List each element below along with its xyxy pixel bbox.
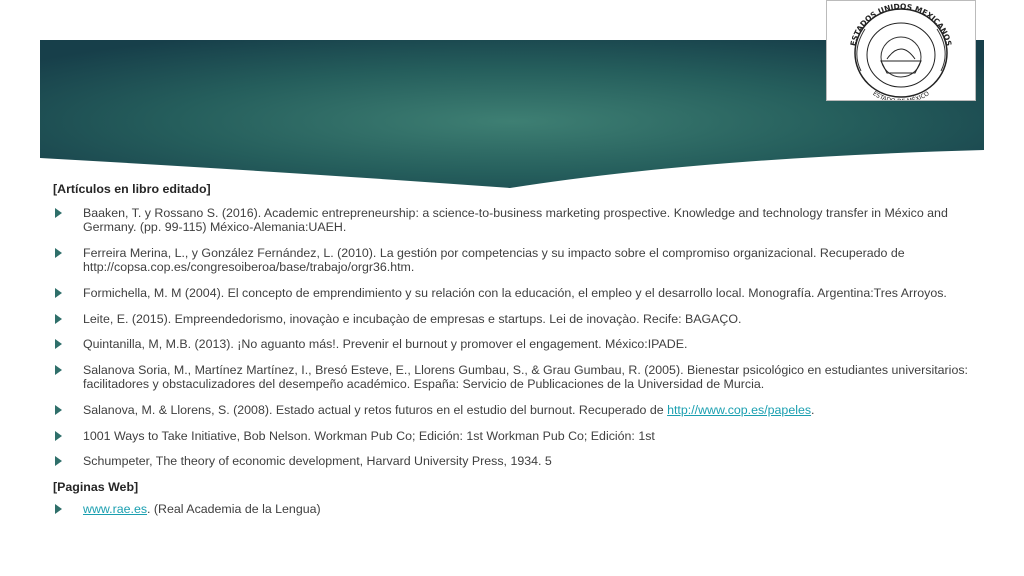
reference-item — [53, 429, 993, 444]
bullet-arrow-icon — [55, 339, 62, 349]
reference-text: Formichella, M. M (2004). El concepto de emprendimiento y su relación con la educación, el empleo y el desarrollo local. Monografía. Argentina:Tres Arroyos. — [83, 285, 947, 300]
bullet-arrow-icon — [55, 504, 62, 514]
reference-item — [53, 454, 993, 469]
university-seal-logo — [826, 0, 976, 101]
bullet-arrow-icon — [55, 248, 62, 258]
bullet-arrow-icon — [55, 288, 62, 298]
reference-item — [53, 206, 993, 235]
reference-link[interactable]: http://www.cop.es/papeles — [667, 402, 812, 417]
reference-text: Leite, E. (2015). Empreendedorismo, inovaçào e incubaçào de empresas e startups. Lei de inovaçào. Recife: BAGAÇO. — [83, 311, 742, 326]
svg-text:ESTADO DE MÉXICO: ESTA XICO — [871, 90, 931, 100]
bullet-arrow-icon — [55, 208, 62, 218]
bullet-arrow-icon — [55, 431, 62, 441]
reference-suffix: . — [811, 402, 815, 417]
svg-text:ESTADOS UNIDOS MEXICANOS: ESTADOS UNIDOS MEXICANOS — [848, 1, 954, 47]
reference-text: Quintanilla, M, M.B. (2013). ¡No aguanto más!. Prevenir el burnout y promover el engagement. México:IPADE. — [83, 337, 688, 352]
reference-text: Salanova, M. & Llorens, S. (2008). Estado actual y retos futuros en el estudio del burnout. Recuperado de — [83, 402, 668, 417]
reference-text: Baaken, T. y Rossano S. (2016). Academic entrepreneurship: a science-to-business marketing prospective. Knowledge and technology transfer in México and Germany. (pp. 99-115) México-Alemania:UAEH. — [83, 205, 948, 235]
reference-item — [53, 312, 993, 327]
seal-icon — [827, 1, 975, 100]
bullet-arrow-icon — [55, 456, 62, 466]
reference-item — [53, 403, 993, 418]
reference-item — [53, 502, 993, 517]
reference-text: 1001 Ways to Take Initiative, Bob Nelson. Workman Pub Co; Edición: 1st Workman Pub Co; Edición: 1st — [83, 428, 655, 443]
reference-link[interactable]: www.rae.es — [83, 502, 148, 517]
section-heading: [Paginas Web] — [53, 479, 139, 494]
reference-item — [53, 246, 993, 275]
references-list — [53, 182, 993, 528]
reference-text: Ferreira Merina, L., y González Fernández, L. (2010). La gestión por competencias y su impacto sobre el compromiso organizacional. Recuperado de http://copsa.cop.es/congresoiberoa/base/trabajo/orgr36.htm. — [83, 245, 905, 275]
reference-item — [53, 337, 993, 352]
reference-text: Salanova Soria, M., Martínez Martínez, I., Bresó Esteve, E., Llorens Gumbau, S., & Grau Gumbau, R. (2005). Bienestar psicológico en estudiantes universitarios: facilitadores y obstaculizadores del desempeño académico. España: Servicio de Publicaciones de la Universidad de Murcia. — [83, 362, 968, 392]
reference-item — [53, 286, 993, 301]
reference-text: Schumpeter, The theory of economic development, Harvard University Press, 1934. 5 — [83, 454, 552, 469]
reference-item — [53, 363, 993, 392]
reference-suffix: . (Real Academia de la Lengua) — [147, 502, 321, 517]
bullet-arrow-icon — [55, 365, 62, 375]
section-heading: [Artículos en libro editado] — [53, 182, 211, 196]
bullet-arrow-icon — [55, 405, 62, 415]
bullet-arrow-icon — [55, 314, 62, 324]
